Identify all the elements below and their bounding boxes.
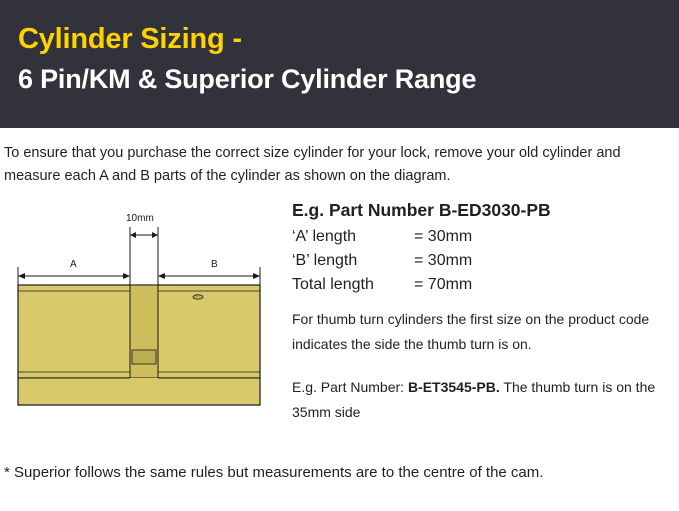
page-title-line1: Cylinder Sizing - xyxy=(18,23,242,55)
example-part-number-title: E.g. Part Number B-ED3030-PB xyxy=(292,200,551,220)
example2-suffix: The thumb turn is on the 35mm side xyxy=(292,379,656,420)
spec-value-b: = 30mm xyxy=(414,252,473,269)
header-band xyxy=(0,0,679,128)
spec-label-a: ‘A’ length xyxy=(292,228,357,245)
spec-value-total: = 70mm xyxy=(414,276,473,293)
example2-prefix: E.g. Part Number: xyxy=(292,379,408,395)
spec-row-a xyxy=(292,225,674,249)
cylinder-diagram xyxy=(8,205,270,445)
spec-label-b: ‘B’ length xyxy=(292,252,358,269)
intro-paragraph: To ensure that you purchase the correct size cylinder for your lock, remove your old cylinder and measure each A and B parts of the cylinder as shown on the diagram. xyxy=(4,145,621,184)
dimension-label-b: B xyxy=(211,259,218,270)
thumbturn-note: For thumb turn cylinders the first size on the product code indicates the side the thumb turn is on. xyxy=(292,311,650,352)
dimension-label-a: A xyxy=(70,259,77,270)
spec-row-b xyxy=(292,249,674,273)
example-part-number-2 xyxy=(292,375,674,425)
cylinder-drawing xyxy=(8,205,270,445)
spec-value-a: = 30mm xyxy=(414,228,473,245)
page-title-line2: 6 Pin/KM & Superior Cylinder Range xyxy=(18,64,477,94)
spec-label-total: Total length xyxy=(292,276,374,293)
spec-row-total xyxy=(292,273,674,297)
dimension-label-10mm: 10mm xyxy=(126,213,154,224)
footnote: * Superior follows the same rules but measurements are to the centre of the cam. xyxy=(4,464,544,481)
example2-code: B-ET3545-PB. xyxy=(407,379,500,395)
details-column xyxy=(292,200,674,425)
